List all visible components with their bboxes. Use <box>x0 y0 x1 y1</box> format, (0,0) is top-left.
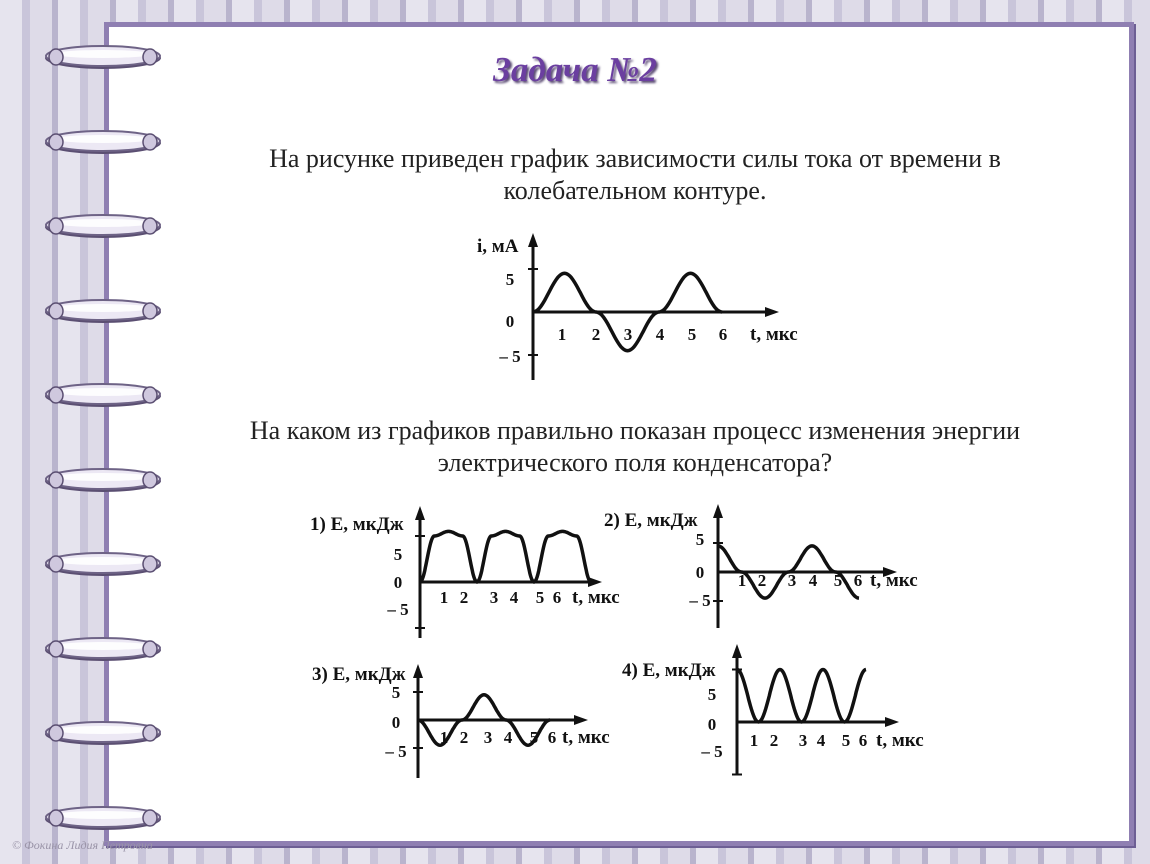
opt4-y-tick-label: – 5 <box>701 742 723 761</box>
opt1-x-label: t, мкс <box>572 587 620 608</box>
current-x-tick-label: 4 <box>655 325 665 344</box>
opt1-y-tick-label: – 5 <box>387 600 409 619</box>
opt1-series-line <box>420 531 591 582</box>
opt3-x-tick-label: 5 <box>529 728 539 747</box>
opt3-y-tick-label: 5 <box>391 683 401 702</box>
opt4-x-tick-label: 3 <box>798 731 808 750</box>
opt1-y-arrow <box>415 506 425 520</box>
opt3-x-tick-label: 4 <box>503 728 513 747</box>
opt3-y-tick-label: – 5 <box>385 742 407 761</box>
current-x-tick-label: 2 <box>591 325 601 344</box>
current-y-tick-label: – 5 <box>499 347 521 366</box>
opt1-x-tick-label: 6 <box>552 588 562 607</box>
opt1-y-label: 1) E, мкДж <box>310 514 404 535</box>
current-x-tick-label: 1 <box>557 325 567 344</box>
opt1-x-tick-label: 3 <box>489 588 499 607</box>
opt1-x-tick-label: 1 <box>439 588 449 607</box>
opt4-x-tick-label: 1 <box>749 731 759 750</box>
opt4-y-tick-label: 5 <box>707 685 717 704</box>
opt2-y-tick-label: – 5 <box>689 591 711 610</box>
opt1-y-tick-label: 0 <box>393 573 403 592</box>
opt3-y-tick-label: 0 <box>391 713 401 732</box>
question-text: На каком из графиков правильно показан процесс изменения энергии электрического поля конденсатора? <box>249 416 1021 477</box>
opt4-x-tick-label: 4 <box>816 731 826 750</box>
current-x-tick-label: 3 <box>623 325 633 344</box>
opt3-y-label: 3) E, мкДж <box>312 664 406 685</box>
opt3-x-tick-label: 1 <box>439 728 449 747</box>
current-x-tick-label: 5 <box>687 325 697 344</box>
current-y-arrow <box>528 233 538 247</box>
current-x-label: t, мкс <box>750 324 798 345</box>
opt3-x-tick-label: 2 <box>459 728 469 747</box>
opt1-x-tick-label: 4 <box>509 588 519 607</box>
opt2-x-label: t, мкс <box>870 570 918 591</box>
opt4-y-arrow <box>732 644 742 658</box>
opt3-x-tick-label: 6 <box>547 728 557 747</box>
opt1-x-tick-label: 2 <box>459 588 469 607</box>
opt4-x-label: t, мкс <box>876 730 924 751</box>
current-x-arrow <box>765 307 779 317</box>
opt3-x-label: t, мкс <box>562 727 610 748</box>
opt4-x-arrow <box>885 717 899 727</box>
opt2-x-tick-label: 4 <box>808 571 818 590</box>
opt2-y-arrow <box>713 504 723 518</box>
opt4-x-tick-label: 5 <box>841 731 851 750</box>
problem-statement: На рисунке приведен график зависимости силы тока от времени в колебательном контуре. <box>269 144 1001 205</box>
opt2-y-tick-label: 0 <box>695 563 705 582</box>
opt1-y-tick-label: 5 <box>393 545 403 564</box>
current-y-tick-label: 0 <box>505 312 515 331</box>
opt4-x-tick-label: 2 <box>769 731 779 750</box>
current-y-tick-label: 5 <box>505 270 515 289</box>
slide-title: Задача №2 <box>493 50 657 89</box>
current-x-tick-label: 6 <box>718 325 728 344</box>
opt4-y-label: 4) E, мкДж <box>622 660 716 681</box>
opt2-y-tick-label: 5 <box>695 530 705 549</box>
opt2-x-tick-label: 1 <box>737 571 747 590</box>
opt3-x-arrow <box>574 715 588 725</box>
opt1-x-tick-label: 5 <box>535 588 545 607</box>
opt4-series-line <box>737 670 866 723</box>
opt4-x-tick-label: 6 <box>858 731 868 750</box>
opt3-x-tick-label: 3 <box>483 728 493 747</box>
current-y-label: i, мА <box>477 236 519 257</box>
opt2-x-tick-label: 6 <box>853 571 863 590</box>
opt2-y-label: 2) E, мкДж <box>604 510 698 531</box>
opt2-x-tick-label: 2 <box>757 571 767 590</box>
opt2-x-tick-label: 5 <box>833 571 843 590</box>
opt3-y-arrow <box>413 664 423 678</box>
opt4-y-tick-label: 0 <box>707 715 717 734</box>
author-watermark: © Фокина Лидия Петровна <box>12 838 153 852</box>
opt2-x-tick-label: 3 <box>787 571 797 590</box>
